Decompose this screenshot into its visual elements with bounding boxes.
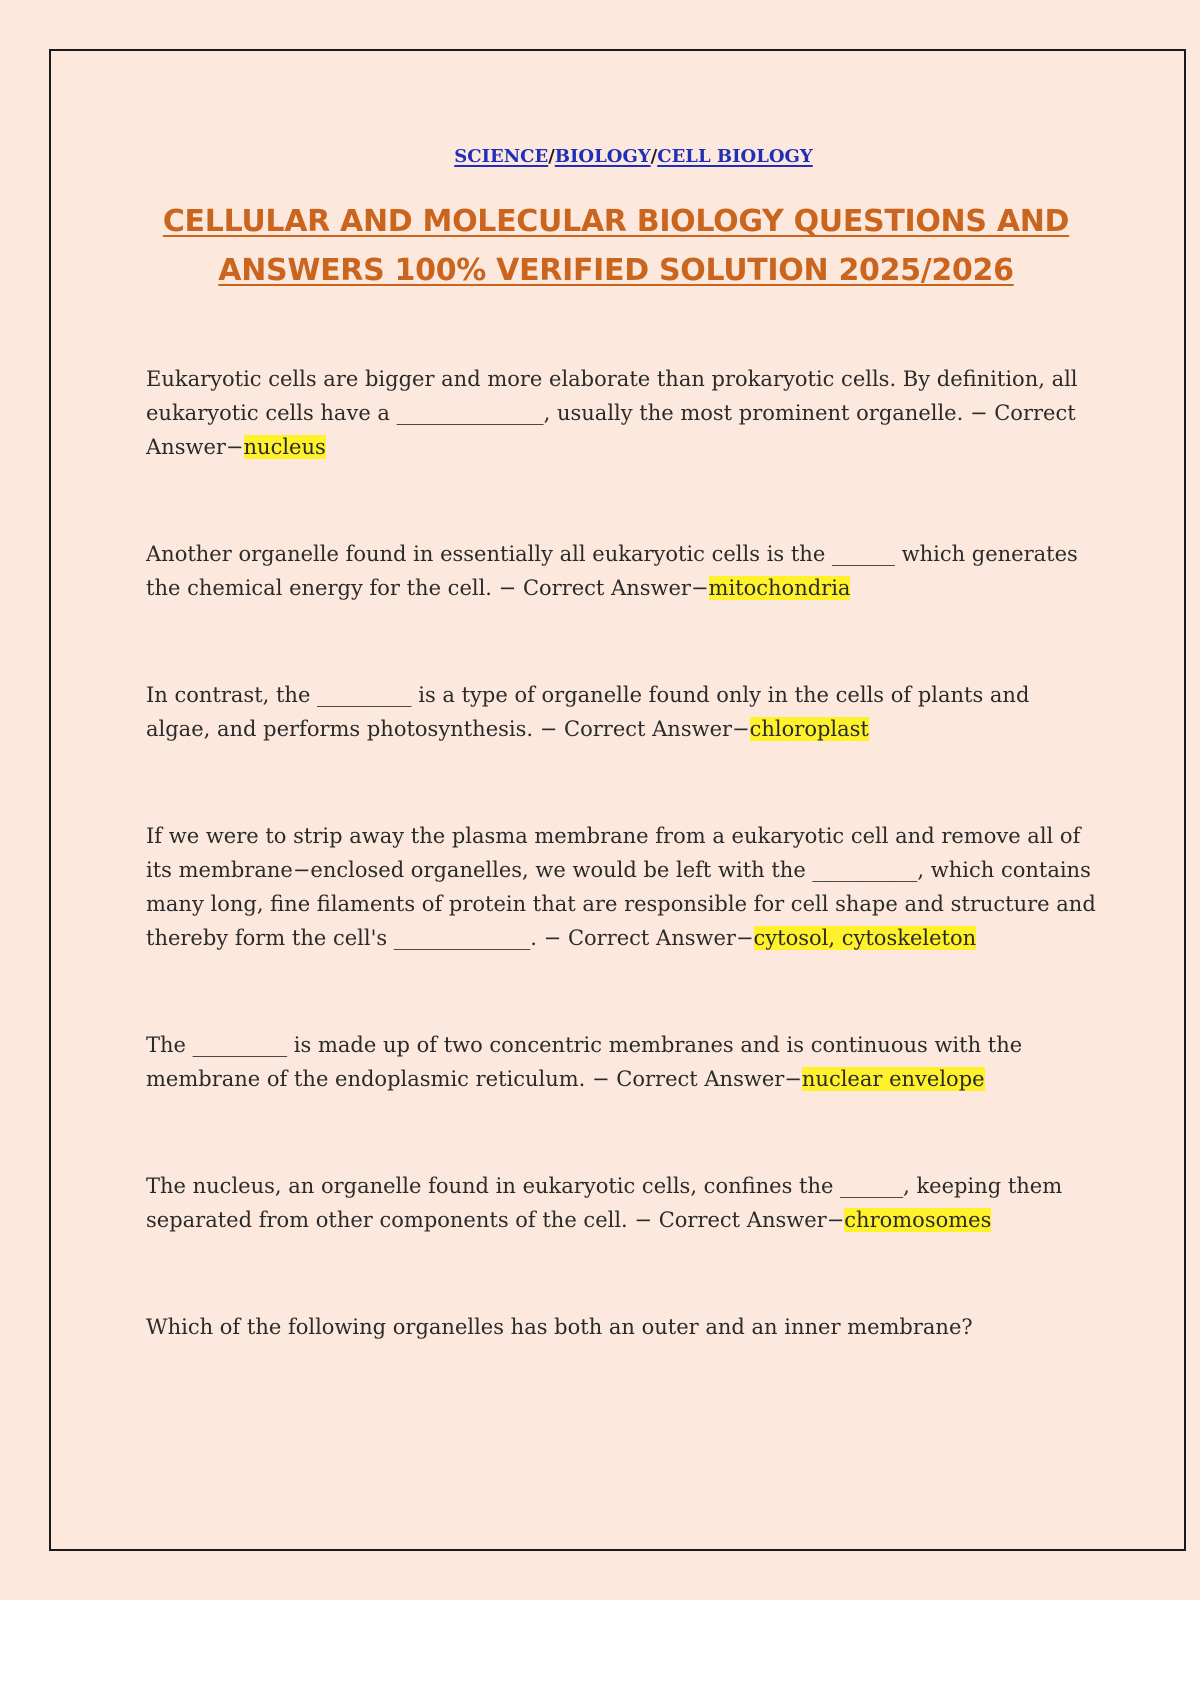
- breadcrumb-link-biology[interactable]: BIOLOGY: [554, 146, 651, 167]
- question-text: The nucleus, an organelle found in eukaryotic cells, confines the ______, keeping them separated from other components of the cell.: [146, 1174, 1063, 1232]
- page-title: CELLULAR AND MOLECULAR BIOLOGY QUESTIONS AND ANSWERS 100% VERIFIED SOLUTION 2025/2026: [162, 204, 1070, 288]
- answer-highlight: chromosomes: [844, 1208, 992, 1232]
- answer-prefix: − Correct Answer−: [634, 1208, 845, 1232]
- breadcrumb: [0, 146, 1200, 167]
- qa-item: [146, 1310, 1096, 1344]
- breadcrumb-separator: /: [548, 146, 555, 167]
- question-text: Which of the following organelles has both an outer and an inner membrane?: [146, 1315, 973, 1339]
- answer-prefix: − Correct Answer−: [146, 401, 1076, 459]
- question-text: The _________ is made up of two concentric membranes and is continuous with the membrane of the endoplasmic reticulum.: [146, 1033, 1023, 1091]
- answer-highlight: nucleus: [243, 435, 326, 459]
- qa-list: [146, 362, 1096, 1344]
- answer-highlight: cytosol, cytoskeleton: [753, 926, 977, 950]
- breadcrumb-link-cell-biology[interactable]: CELL BIOLOGY: [657, 146, 813, 167]
- answer-prefix: − Correct Answer−: [592, 1067, 802, 1091]
- qa-item: [146, 537, 1096, 605]
- answer-highlight: chloroplast: [749, 717, 869, 741]
- answer-prefix: − Correct Answer−: [498, 576, 709, 600]
- answer-highlight: mitochondria: [708, 576, 851, 600]
- qa-item: [146, 1028, 1096, 1096]
- breadcrumb-link-science[interactable]: SCIENCE: [454, 146, 549, 167]
- qa-item: [146, 362, 1096, 464]
- qa-item: [146, 819, 1096, 955]
- answer-highlight: nuclear envelope: [801, 1067, 985, 1091]
- qa-item: [146, 678, 1096, 746]
- question-text: Another organelle found in essentially all eukaryotic cells is the ______ which generates the chemical energy for the cell.: [146, 542, 1078, 600]
- breadcrumb-separator: /: [650, 146, 658, 167]
- question-text: If we were to strip away the plasma membrane from a eukaryotic cell and remove all of its membrane−enclosed organelles, we would be left with the __________, which contains many long, fine filaments of protein that are responsible for cell shape and structure and thereby form the cell's _____________.: [146, 824, 1096, 950]
- answer-prefix: − Correct Answer−: [543, 926, 754, 950]
- answer-prefix: − Correct Answer−: [539, 717, 750, 741]
- qa-item: [146, 1169, 1096, 1237]
- question-text: In contrast, the _________ is a type of organelle found only in the cells of plants and algae, and performs photosynthesis.: [146, 683, 1030, 741]
- question-text: Eukaryotic cells are bigger and more elaborate than prokaryotic cells. By definition, all eukaryotic cells have a ______________, usually the most prominent organelle.: [146, 367, 1078, 425]
